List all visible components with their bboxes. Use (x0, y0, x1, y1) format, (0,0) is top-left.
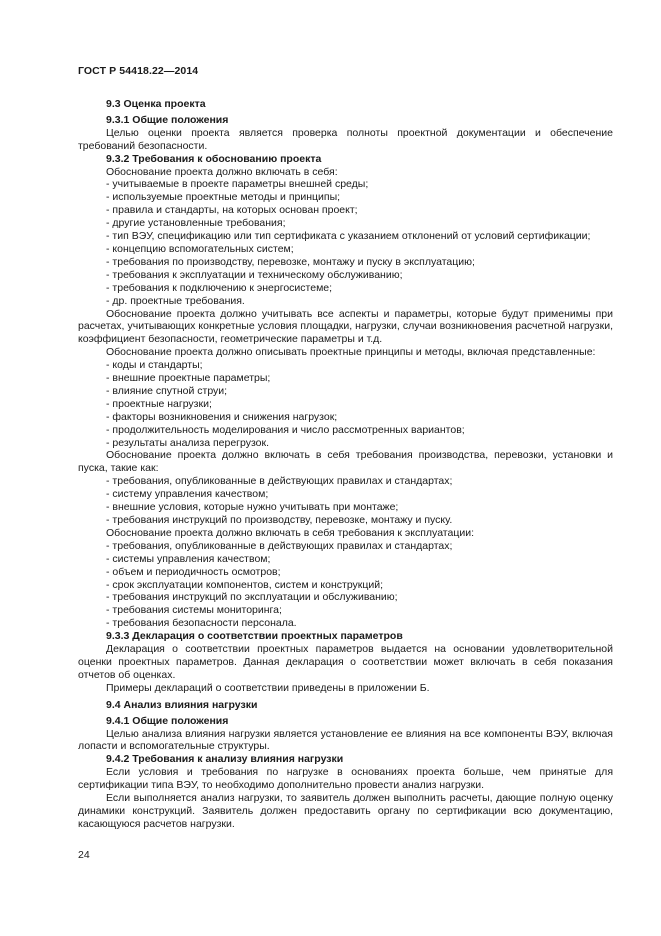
list-item: - требования, опубликованные в действующих правилах и стандартах; (106, 475, 453, 488)
list-item: - др. проектные требования. (106, 294, 245, 307)
list-item: - концепцию вспомогательных систем; (106, 242, 294, 255)
list-item: - требования инструкций по эксплуатации и обслуживанию; (106, 591, 398, 604)
section-heading: 9.3.3 Декларация о соответствии проектных параметров (106, 630, 403, 643)
list-item: - проектные нагрузки; (106, 397, 212, 410)
list-item: - требования к подключению к энергосистеме; (106, 281, 333, 294)
paragraph: Обоснование проекта должно включать в себя: (106, 165, 338, 178)
section-heading: 9.4.1 Общие положения (106, 714, 229, 727)
list-item: - требования по производству, перевозке, монтажу и пуску в эксплуатацию; (106, 255, 475, 268)
paragraph: Целью анализа влияния нагрузки является установление ее влияния на все компоненты ВЭУ, включая лопасти и вспомогательные структуры. (78, 727, 613, 753)
list-item: - объем и периодичность осмотров; (106, 565, 281, 578)
paragraph: Обоснование проекта должно описывать проектные принципы и методы, включая представленные: (106, 346, 596, 359)
paragraph: Декларация о соответствии проектных параметров выдается на основании удовлетворительной оценки проектных параметров. Данная декларация о соответствии может включать в себя показания отчетов об оценках. (78, 643, 613, 681)
section-heading: 9.3.1 Общие положения (106, 113, 229, 126)
paragraph: Если условия и требования по нагрузке в основаниях проекта больше, чем принятые для сертификации типа ВЭУ, то необходимо дополнительно провести анализ нагрузки. (78, 766, 613, 792)
list-item: - срок эксплуатации компонентов, систем и конструкций; (106, 578, 384, 591)
section-heading: 9.4 Анализ влияния нагрузки (106, 698, 258, 711)
list-item: - системы управления качеством; (106, 552, 271, 565)
section-heading: 9.3 Оценка проекта (106, 98, 206, 110)
list-item: - требования инструкций по производству, перевозке, монтажу и пуску. (106, 514, 453, 526)
list-item: - результаты анализа перегрузок. (106, 436, 270, 449)
list-item: - факторы возникновения и снижения нагрузок; (106, 410, 338, 423)
paragraph: Обоснование проекта должно включать в себя требования к эксплуатации: (106, 526, 474, 539)
list-item: - учитываемые в проекте параметры внешней среды; (106, 178, 369, 191)
list-item: - внешние проектные параметры; (106, 372, 271, 385)
list-item: - продолжительность моделирования и число рассмотренных вариантов; (106, 423, 465, 436)
list-item: - требования, опубликованные в действующих правилах и стандартах; (106, 539, 453, 552)
list-item: - требования системы мониторинга; (106, 604, 282, 617)
list-item: - тип ВЭУ, спецификацию или тип сертификата с указанием отклонений от условий сертификации; (106, 230, 591, 243)
list-item: - правила и стандарты, на которых основан проект; (106, 204, 358, 217)
list-item: - внешние условия, которые нужно учитывать при монтаже; (106, 501, 399, 514)
section-heading: 9.4.2 Требования к анализу влияния нагрузки (106, 753, 344, 766)
document-header: ГОСТ Р 54418.22—2014 (78, 65, 199, 77)
list-item: - коды и стандарты; (106, 359, 203, 372)
list-item: - требования к эксплуатации и техническому обслуживанию; (106, 268, 403, 281)
list-item: - требования безопасности персонала. (106, 617, 297, 630)
page-number: 24 (78, 849, 90, 861)
paragraph: Обоснование проекта должно учитывать все аспекты и параметры, которые будут применимы при расчетах, учитывающих конкретные условия площадки, нагрузки, случаи возникновения расчетной нагрузки, коэффициент безопасности, геометрические параметры и т.д. (78, 307, 613, 346)
paragraph: Обоснование проекта должно включать в себя требования производства, перевозки, установки и пуска, такие как: (78, 449, 613, 475)
list-item: - влияние спутной струи; (106, 384, 228, 397)
paragraph: Примеры деклараций о соответствии приведены в приложении Б. (106, 681, 430, 694)
list-item: - другие установленные требования; (106, 217, 286, 230)
list-item: - используемые проектные методы и принципы; (106, 191, 341, 204)
section-heading: 9.3.2 Требования к обоснованию проекта (106, 152, 322, 165)
paragraph: Целью оценки проекта является проверка полноты проектной документации и обеспечение требований безопасности. (78, 126, 613, 152)
list-item: - систему управления качеством; (106, 488, 269, 501)
paragraph: Если выполняется анализ нагрузки, то заявитель должен выполнить расчеты, дающие полную оценку динамики конструкций. Заявитель должен предоставить органу по сертификации всю документацию, касающуюся расчетов нагрузки. (78, 792, 613, 830)
document-body (78, 94, 613, 831)
